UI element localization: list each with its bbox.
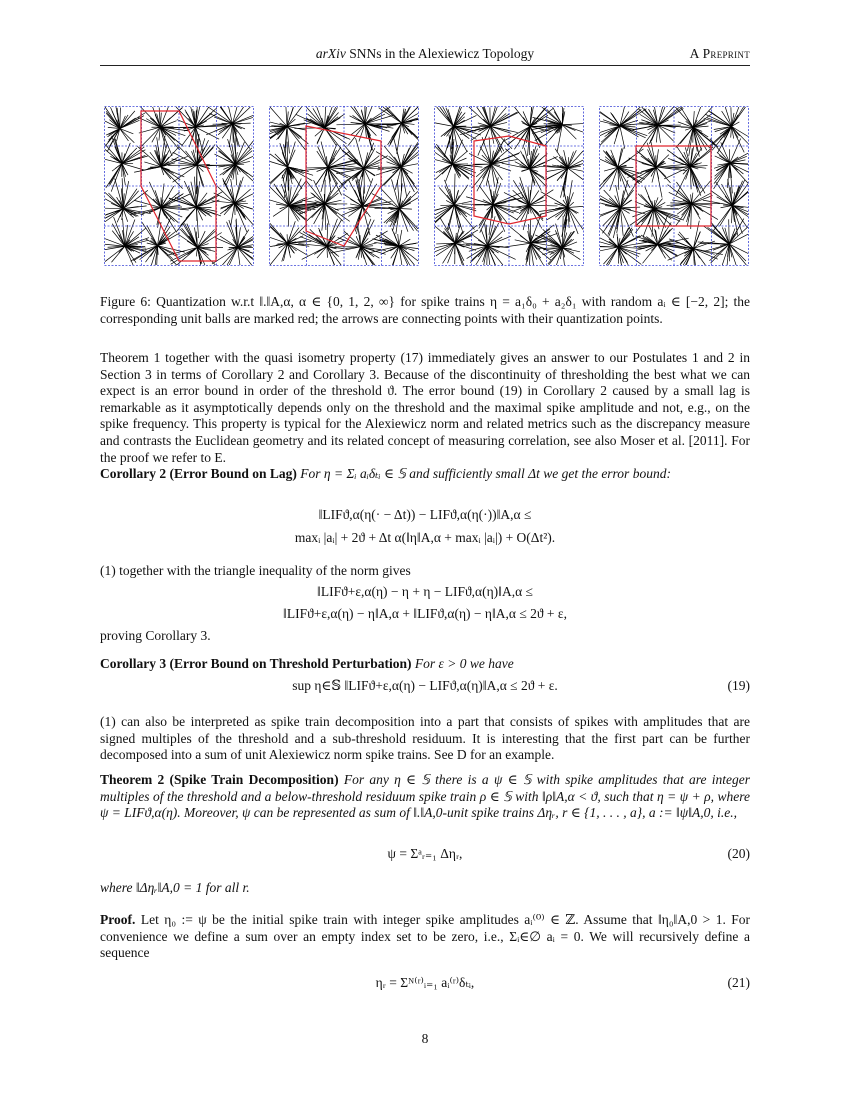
- equation-19: [100, 678, 750, 698]
- corollary-2: [100, 466, 750, 483]
- arrow-burst: [464, 137, 520, 191]
- equation-21: [100, 975, 750, 995]
- theorem-2: [100, 772, 750, 822]
- theorem-2-heading: Theorem 2 (Spike Train Decomposition): [100, 772, 339, 787]
- figure-6: [104, 106, 750, 266]
- theorem-2-text: For any η ∈ 𝕊 there is a ψ ∈ 𝕊 with spike amplitudes that are integer multiples of the threshold and a below-threshold residuum spike train ρ ∈ 𝕊 with ‖ρ‖A,α < ϑ, such that η = ψ + ρ, where ψ = LIFϑ,α(η). Moreover, ψ can be represented as sum of ‖.‖A,0-unit spike trains Δηᵣ, r ∈ {1, . . . , a}, a := ‖ψ‖A,0, i.e.,: [100, 772, 750, 821]
- where-clause-text: where ‖Δηᵣ‖A,0 = 1 for all r.: [100, 880, 250, 895]
- header-title: [100, 46, 750, 62]
- equation-21-body: ηᵣ = Σᴺ⁽ʳ⁾ᵢ₌₁ aᵢ⁽ʳ⁾δₜᵢ,: [375, 975, 475, 990]
- arrow-burst: [634, 215, 689, 263]
- corollary-3-heading: Corollary 3 (Error Bound on Threshold Perturbation): [100, 656, 412, 671]
- corollary-3: [100, 656, 750, 673]
- arrow-burst: [435, 135, 482, 182]
- arrow-burst: [600, 180, 645, 238]
- equation-lag-line1: ‖LIFϑ,α(η(· − Δt)) − LIFϑ,α(η(·))‖A,α ≤: [318, 507, 532, 522]
- caption-text: Quantization w.r.t ‖.‖A,α, α ∈ {0, 1, 2, ∞} for spike trains η = a₁δ₀ + a₂δ₁ with random aᵢ ∈ [−2, 2]; the corresponding unit balls are marked red; the arrows are connecting points with their quantization points.: [100, 294, 751, 326]
- header-title-text: SNNs in the Alexiewicz Topology: [349, 46, 535, 61]
- arrow-burst: [600, 148, 645, 196]
- arrow-burst: [435, 174, 476, 234]
- figure-caption: [100, 294, 750, 327]
- paragraph-proving-corollary-3: proving Corollary 3.: [100, 628, 211, 643]
- arrow-burst: [212, 177, 253, 232]
- equation-20-number: (20): [727, 846, 750, 861]
- paragraph-decomposition: (1) can also be interpreted as spike train decomposition into a part that consists of spikes with amplitudes that are signed multiples of the threshold and a sub-threshold residuum. It is interesting that the first part can be further decomposed into a sum of unit Alexiewicz norm spike trains. See D for an example.: [100, 714, 750, 763]
- equation-19-number: (19): [727, 678, 750, 693]
- arrow-burst: [138, 107, 190, 156]
- header-arxiv: arXiv: [315, 46, 346, 61]
- proof-text: Let η₀ := ψ be the initial spike train with integer spike amplitudes aᵢ⁽⁰⁾ ∈ ℤ. Assume that ‖η₀‖A,0 > 1. For convenience we define a sum over an empty index set to be zero, i.e., Σᵢ∈∅ aᵢ = 0. We will recursively define a sequence: [100, 912, 751, 961]
- arrow-burst: [372, 107, 418, 154]
- quantization-panel-alpha-1: [269, 106, 419, 266]
- arrow-burst: [270, 107, 311, 155]
- arrow-burst: [376, 138, 418, 198]
- quantization-panel-alpha-2: [434, 106, 584, 266]
- equation-20: [100, 846, 750, 866]
- equation-19-body: sup η∈𝕊 ‖LIFϑ+ε,α(η) − LIFϑ,α(η)‖A,α ≤ 2ϑ + ε.: [292, 678, 558, 693]
- corollary-2-text: For η = Σᵢ aᵢδₜᵢ ∈ 𝕊 and sufficiently small Δt we get the error bound:: [300, 466, 671, 481]
- quantization-panel-alpha-inf: [599, 106, 749, 266]
- paragraph-triangle: (1) together with the triangle inequality of the norm gives: [100, 563, 411, 578]
- caption-label: Figure 6:: [100, 294, 151, 309]
- corollary-2-heading: Corollary 2 (Error Bound on Lag): [100, 466, 297, 481]
- arrow-burst: [270, 221, 311, 265]
- equation-20-body: ψ = Σᵃᵣ₌₁ Δηᵣ,: [387, 846, 463, 861]
- arrow-burst: [369, 228, 418, 265]
- equation-21-number: (21): [727, 975, 750, 990]
- proof-heading: Proof.: [100, 912, 136, 927]
- arrow-burst: [502, 146, 558, 190]
- header-rule: [100, 65, 750, 66]
- quantization-panel-alpha-0: [104, 106, 254, 266]
- arrow-burst: [212, 219, 253, 265]
- equation-triangle-line1: ‖LIFϑ+ε,α(η) − η + η − LIFϑ,α(η)‖A,α ≤: [317, 584, 533, 599]
- theorem-2-where-clause: [100, 880, 750, 897]
- proof: [100, 912, 750, 962]
- arrow-burst: [105, 178, 151, 222]
- arrow-burst: [105, 107, 145, 151]
- header-preprint-label: A Preprint: [689, 46, 750, 61]
- running-header: [100, 44, 750, 66]
- arrow-burst: [532, 107, 583, 152]
- arrow-burst: [664, 147, 713, 196]
- paragraph-theorem1-discussion: Theorem 1 together with the quasi isometry property (17) immediately gives an answer to our Postulates 1 and 2 in Section 3 in terms of Corollary 2 and Corollary 3. Because of the discontinuity of thresholding the best what we can expect is an error bound in order of the threshold ϑ. The error bound (19) in Corollary 2 caused by a small lag is remarkable as it asymptotically depends only on the threshold and the maximal spike amplitude and not, e.g., on the spike frequency. This property is typical for the Alexiewicz norm and related metrics such as the discrepancy measure and contrasts the Euclidean geometry and its related concept of measuring correlation, see also Moser et al. [2011]. For the proof we refer to E.: [100, 350, 750, 465]
- equation-lag-line2: maxᵢ |aᵢ| + 2ϑ + Δt α(‖η‖A,α + maxᵢ |aᵢ|) + O(Δt²).: [294, 530, 556, 545]
- arrow-burst: [270, 175, 318, 227]
- equation-triangle-line2: ‖LIFϑ+ε,α(η) − η‖A,α + ‖LIFϑ,α(η) − η‖A,α ≤ 2ϑ + ε,: [283, 606, 567, 621]
- page-number: 8: [421, 1031, 429, 1046]
- corollary-3-text: For ε > 0 we have: [414, 656, 514, 671]
